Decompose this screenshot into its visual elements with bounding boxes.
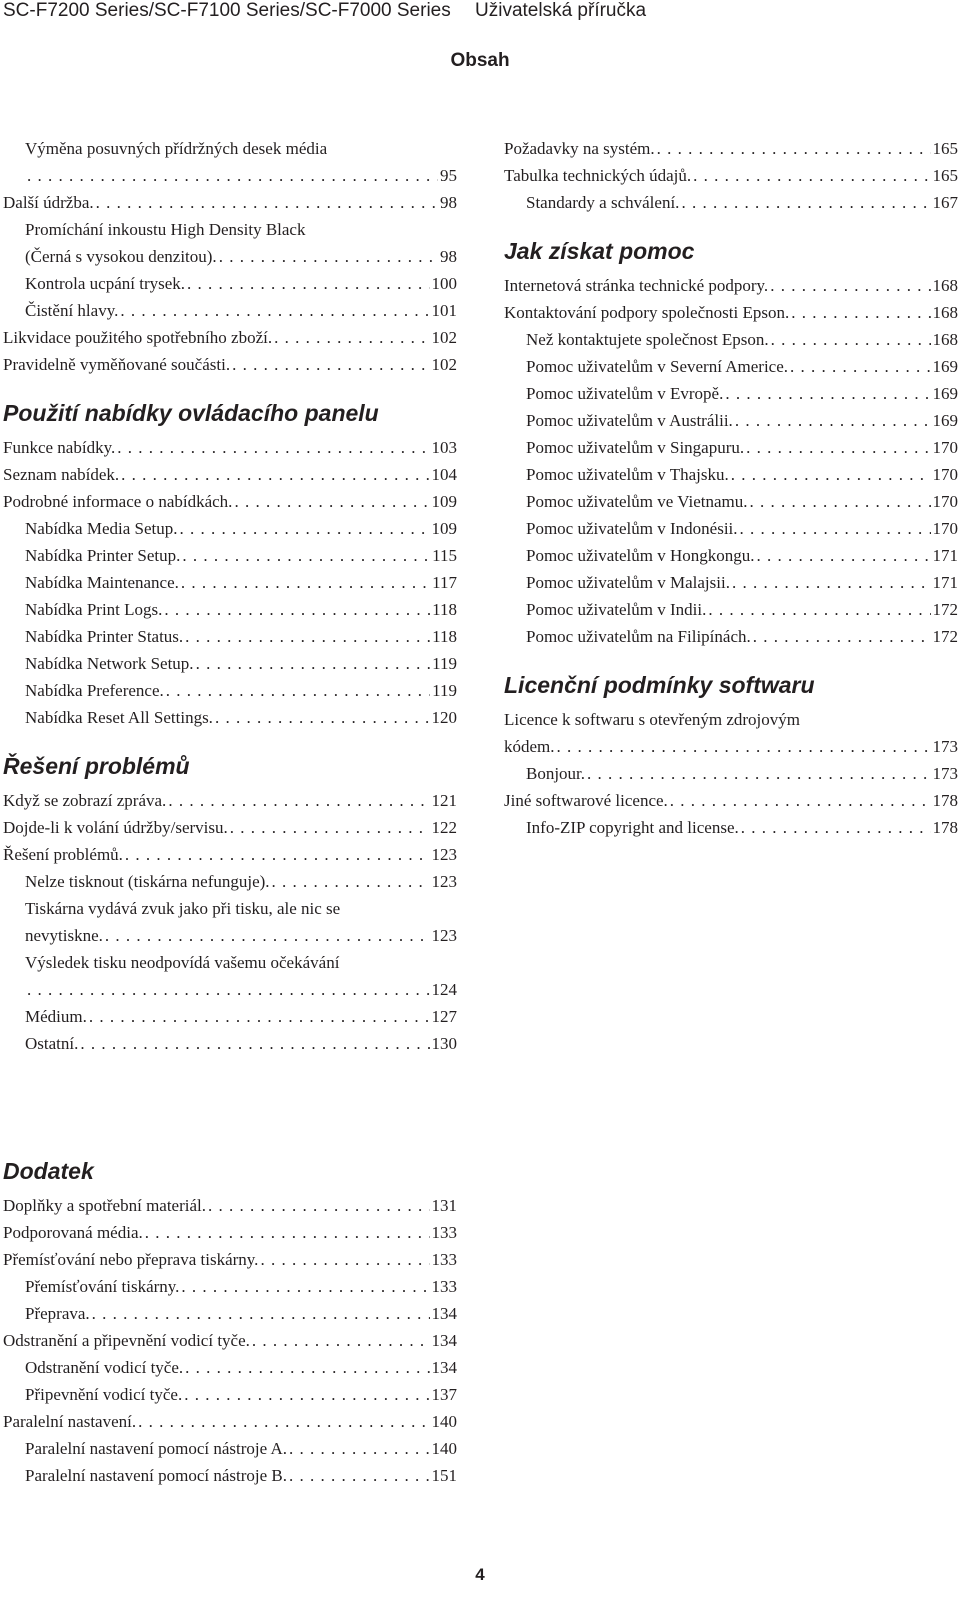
toc-title: Pomoc uživatelům v Evropě. [526,384,724,403]
toc-entry[interactable] [3,434,457,461]
toc-page: 169 [932,411,958,430]
toc-page: 172 [932,600,958,619]
toc-entry[interactable] [504,733,958,760]
toc-page: 168 [932,303,958,322]
leader-dots [735,407,931,434]
toc-title: Pomoc uživatelům na Filipínách. [526,627,751,646]
section-heading: Jak získat pomoc [504,238,695,264]
toc-entry[interactable] [3,787,457,814]
leader-dots [27,976,430,1003]
toc-page: 140 [431,1412,457,1431]
toc-entry[interactable] [3,814,457,841]
leader-dots [80,1030,429,1057]
toc-entry[interactable] [3,461,457,488]
toc-entry[interactable] [504,162,958,189]
leader-dots [196,650,431,677]
toc-left-column [3,135,457,1057]
toc-entry[interactable] [3,1192,457,1219]
leader-dots [184,1381,429,1408]
toc-entry[interactable] [504,542,958,569]
toc-title: Internetová stránka technické podpory. [504,276,769,295]
toc-entry[interactable] [3,650,457,677]
toc-title: Paralelní nastavení pomocí nástroje A. [25,1439,288,1458]
toc-title: Info-ZIP copyright and license. [526,818,739,837]
toc-title: Médium. [25,1007,87,1026]
leader-dots [168,787,429,814]
toc-title: Pomoc uživatelům v Indonésii. [526,519,738,538]
toc-entry-text: Promíchání inkoustu High Density Black [25,220,306,239]
leader-dots [681,189,930,216]
leader-dots [234,488,429,515]
leader-dots [725,380,930,407]
toc-title: Nabídka Media Setup. [25,519,178,538]
leader-dots [732,569,931,596]
leader-dots [289,1435,429,1462]
toc-page: 134 [431,1304,457,1323]
toc-entry[interactable] [3,1354,457,1381]
toc-entry[interactable] [3,351,457,378]
toc-page: 134 [431,1331,457,1350]
toc-page: 118 [432,627,457,646]
leader-dots [164,596,430,623]
toc-entry[interactable] [3,1381,457,1408]
toc-page: 171 [932,546,958,565]
toc-title: Odstranění vodicí tyče. [25,1358,184,1377]
toc-title: nevytiskne. [25,926,103,945]
toc-title: Přeprava. [25,1304,90,1323]
toc-page: 130 [431,1034,457,1053]
toc-entry[interactable] [504,135,958,162]
toc-entry-text: Licence k softwaru s otevřeným zdrojovým [504,710,800,729]
toc-title: Likvidace použitého spotřebního zboží. [3,328,273,347]
toc-page: 100 [431,274,457,293]
leader-dots [181,569,430,596]
toc-title: Podporovaná média. [3,1223,143,1242]
toc-title: Nabídka Maintenance. [25,573,179,592]
toc-entry[interactable] [504,380,958,407]
toc-title: Dojde-li k volání údržby/servisu. [3,818,228,837]
leader-dots [215,704,430,731]
toc-page: 119 [432,681,457,700]
toc-page: 168 [932,330,958,349]
toc-entry-text: Výsledek tisku neodpovídá vašemu očekávání [25,953,340,972]
toc-page: 134 [431,1358,457,1377]
toc-page: 117 [432,573,457,592]
toc-title: Doplňky a spotřební materiál. [3,1196,207,1215]
toc-page: 173 [932,764,958,783]
leader-dots [117,434,429,461]
leader-dots [557,733,931,760]
leader-dots [753,623,931,650]
toc-entry[interactable] [3,1273,457,1300]
toc-page: 102 [431,328,457,347]
leader-dots [96,189,438,216]
toc-page: 120 [431,708,457,727]
toc-page: 170 [932,519,958,538]
leader-dots [120,297,429,324]
toc-entry[interactable] [3,1246,457,1273]
header-manual-title: Uživatelská příručka [475,0,647,21]
page-title: Obsah [450,50,510,71]
leader-dots [219,243,438,270]
toc-entry[interactable] [504,623,958,650]
leader-dots [670,787,931,814]
toc-title: Standardy a schválení. [526,193,680,212]
leader-dots [89,1003,430,1030]
toc-title: Pomoc uživatelům v Indii. [526,600,707,619]
leader-dots [757,542,931,569]
toc-page: 172 [932,627,958,646]
toc-page: 98 [440,193,457,212]
toc-entry[interactable] [504,760,958,787]
toc-title: Přemísťování nebo přeprava tiskárny. [3,1250,259,1269]
toc-entry[interactable] [3,488,457,515]
toc-title: Pomoc uživatelům ve Vietnamu. [526,492,748,511]
toc-page: 101 [431,301,457,320]
leader-dots [180,515,430,542]
toc-entry[interactable] [3,162,457,189]
toc-page: 137 [431,1385,457,1404]
toc-title: Paralelní nastavení. [3,1412,137,1431]
toc-title: Než kontaktujete společnost Epson. [526,330,769,349]
toc-title: Další údržba. [3,193,94,212]
toc-entry[interactable] [3,1030,457,1057]
toc-entry[interactable] [504,488,958,515]
toc-title: Seznam nabídek. [3,465,120,484]
leader-dots [746,434,930,461]
toc-page: 98 [440,247,457,266]
toc-title: Nabídka Preference. [25,681,164,700]
toc-entry[interactable] [3,1327,457,1354]
toc-page: 169 [932,357,958,376]
toc-entry[interactable] [3,1408,457,1435]
leader-dots [232,351,429,378]
toc-entry[interactable] [3,868,457,895]
toc-entry[interactable] [3,1435,457,1462]
toc-entry[interactable] [3,515,457,542]
toc-entry[interactable] [504,461,958,488]
toc-entry[interactable] [504,515,958,542]
leader-dots [230,814,430,841]
leader-dots [252,1327,430,1354]
section-heading: Použití nabídky ovládacího panelu [3,400,379,426]
leader-dots [138,1408,429,1435]
toc-title: Funkce nabídky. [3,438,116,457]
toc-page: 170 [932,492,958,511]
leader-dots [731,461,931,488]
toc-page: 109 [431,492,457,511]
toc-entry[interactable] [3,1219,457,1246]
toc-title: Čistění hlavy. [25,301,119,320]
leader-dots [741,814,931,841]
toc-entry[interactable] [3,841,457,868]
leader-dots [791,299,930,326]
toc-title: Pomoc uživatelům v Hongkongu. [526,546,755,565]
toc-title: Pravidelně vyměňované součásti. [3,355,231,374]
toc-page: 123 [431,845,457,864]
toc-page: 151 [431,1466,457,1485]
page-number: 4 [475,1565,485,1584]
toc-title: Pomoc uživatelům v Thajsku. [526,465,729,484]
toc-entry[interactable] [504,569,958,596]
toc-page: 121 [431,791,457,810]
toc-entry[interactable] [3,1003,457,1030]
toc-page: 131 [431,1196,457,1215]
leader-dots [790,353,930,380]
toc-title: Nelze tisknout (tiskárna nefunguje). [25,872,270,891]
section-heading: Licenční podmínky softwaru [504,672,815,698]
leader-dots [657,135,931,162]
leader-dots [693,162,930,189]
toc-entry[interactable] [504,326,958,353]
toc-right-column [504,135,958,841]
leader-dots [771,326,931,353]
toc-title: Bonjour. [526,764,586,783]
leader-dots [166,677,430,704]
toc-entry[interactable] [504,353,958,380]
leader-dots [105,922,430,949]
toc-page: 165 [932,139,958,158]
toc-page: 133 [431,1223,457,1242]
toc-entry[interactable] [3,623,457,650]
leader-dots [185,1354,429,1381]
toc-entry[interactable] [504,272,958,299]
toc-page: 115 [432,546,457,565]
toc-title: Podrobné informace o nabídkách. [3,492,233,511]
leader-dots [587,760,930,787]
toc-page: 123 [431,872,457,891]
toc-entry[interactable] [3,243,457,270]
toc-entry[interactable] [504,787,958,814]
leader-dots [289,1462,429,1489]
toc-title: Jiné softwarové licence. [504,791,668,810]
toc-title: (Černá s vysokou denzitou). [25,247,217,266]
leader-dots [208,1192,429,1219]
toc-entry[interactable] [3,677,457,704]
toc-page: 122 [431,818,457,837]
toc-title: Nabídka Printer Setup. [25,546,181,565]
toc-entry[interactable] [3,976,457,1003]
toc-page: 165 [932,166,958,185]
toc-entry[interactable] [504,299,958,326]
toc-entry[interactable] [504,814,958,841]
toc-page: 168 [932,276,958,295]
toc-page: 124 [431,980,457,999]
leader-dots [740,515,931,542]
toc-entry[interactable] [3,922,457,949]
section-heading: Řešení problémů [3,753,190,779]
leader-dots [92,1300,430,1327]
toc-appendix-section [3,1152,457,1489]
toc-entry[interactable] [504,596,958,623]
toc-page: 119 [432,654,457,673]
toc-entry[interactable] [3,704,457,731]
toc-page: 173 [932,737,958,756]
toc-title: Pomoc uživatelům v Severní Americe. [526,357,789,376]
leader-dots [181,1273,429,1300]
leader-dots [187,270,429,297]
toc-entry[interactable] [3,1462,457,1489]
toc-page: 95 [440,166,457,185]
toc-page: 127 [431,1007,457,1026]
toc-page: 123 [431,926,457,945]
toc-page: 178 [932,791,958,810]
toc-page: 104 [431,465,457,484]
toc-entry[interactable] [3,189,457,216]
toc-entry[interactable] [504,189,958,216]
toc-title: Tabulka technických údajů. [504,166,692,185]
toc-title: Odstranění a připevnění vodicí tyče. [3,1331,250,1350]
toc-entry[interactable] [504,407,958,434]
toc-title: Nabídka Network Setup. [25,654,194,673]
toc-title: Kontaktování podpory společnosti Epson. [504,303,790,322]
leader-dots [272,868,430,895]
toc-entry[interactable] [3,297,457,324]
leader-dots [770,272,930,299]
toc-title: Nabídka Print Logs. [25,600,163,619]
toc-title: Nabídka Printer Status. [25,627,184,646]
toc-page: 169 [932,384,958,403]
toc-title: Paralelní nastavení pomocí nástroje B. [25,1466,288,1485]
toc-entry-text: Výměna posuvných přídržných desek média [25,139,328,158]
leader-dots [185,623,430,650]
toc-entry[interactable] [3,596,457,623]
leader-dots [708,596,930,623]
toc-entry[interactable] [504,434,958,461]
toc-title: Přemísťování tiskárny. [25,1277,180,1296]
toc-title: Požadavky na systém. [504,139,655,158]
toc-entry[interactable] [3,1300,457,1327]
leader-dots [125,841,430,868]
toc-title: kódem. [504,737,555,756]
toc-page: 133 [431,1250,457,1269]
header-series: SC-F7200 Series/SC-F7100 Series/SC-F7000 Series [3,0,451,21]
leader-dots [121,461,429,488]
section-heading: Dodatek [3,1158,94,1184]
toc-page: 171 [932,573,958,592]
toc-title: Pomoc uživatelům v Austrálii. [526,411,733,430]
toc-page: 103 [431,438,457,457]
toc-title: Když se zobrazí zpráva. [3,791,167,810]
toc-title: Pomoc uživatelům v Malajsii. [526,573,730,592]
leader-dots [145,1219,430,1246]
toc-page: 178 [932,818,958,837]
leader-dots [27,162,438,189]
toc-page: 140 [431,1439,457,1458]
toc-entry[interactable] [3,324,457,351]
toc-entry[interactable] [3,569,457,596]
toc-page: 133 [431,1277,457,1296]
toc-title: Ostatní. [25,1034,79,1053]
toc-entry-text: Tiskárna vydává zvuk jako při tisku, ale nic se [25,899,341,918]
toc-title: Nabídka Reset All Settings. [25,708,213,727]
toc-title: Připevnění vodicí tyče. [25,1385,183,1404]
leader-dots [274,324,429,351]
toc-page: 118 [432,600,457,619]
leader-dots [182,542,430,569]
toc-entry[interactable] [3,542,457,569]
leader-dots [260,1246,429,1273]
toc-title: Pomoc uživatelům v Singapuru. [526,438,745,457]
toc-title: Řešení problémů. [3,845,123,864]
toc-page: 167 [932,193,958,212]
toc-page: 102 [431,355,457,374]
toc-title: Kontrola ucpání trysek. [25,274,186,293]
toc-entry[interactable] [3,270,457,297]
toc-page: 170 [932,438,958,457]
toc-page: 170 [932,465,958,484]
toc-page: 109 [431,519,457,538]
leader-dots [750,488,931,515]
